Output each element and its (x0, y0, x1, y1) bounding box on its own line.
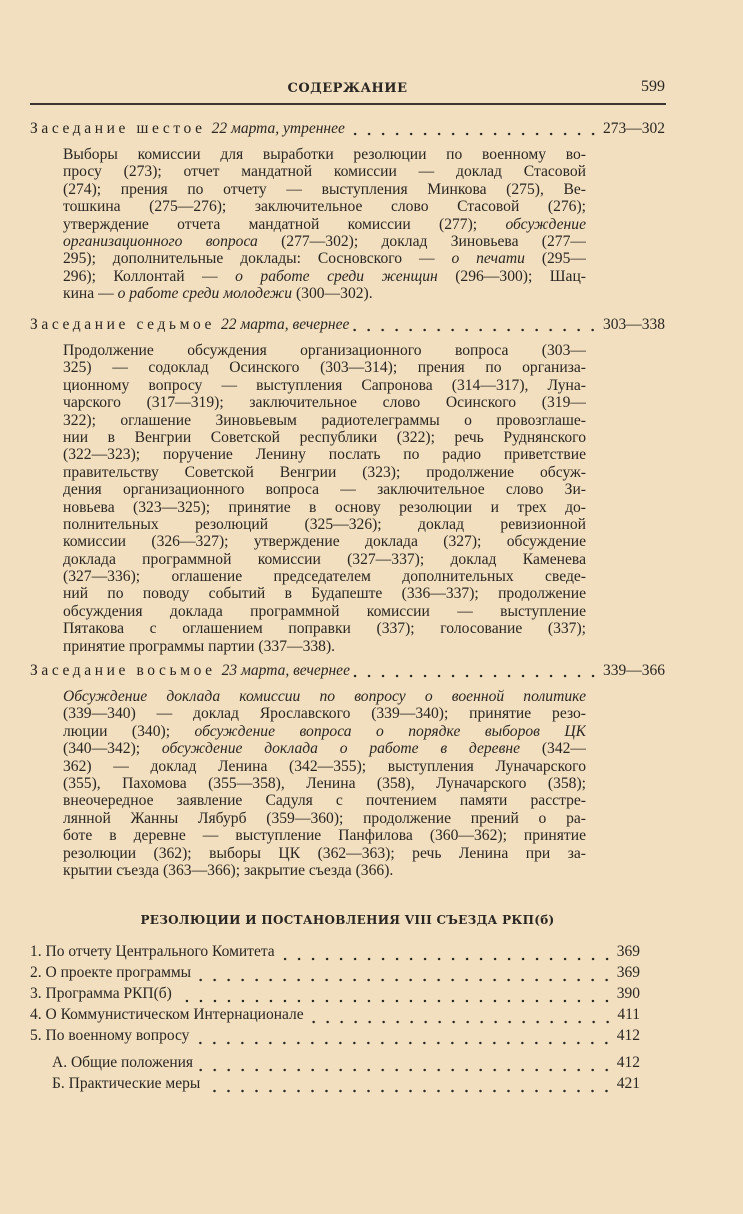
summary-line (63, 705, 586, 722)
text-segment: принятие программы партии (337—338). (63, 637, 336, 655)
resolution-item (30, 1075, 640, 1096)
resolution-label: 5. По военному вопросу (30, 1027, 190, 1044)
summary-line (63, 810, 586, 827)
text-segment: резолюции (362); выборы ЦК (362—363); речь Ленина при за- (63, 844, 586, 862)
text-segment: новьева (323—325); принятие в основу резолюции и трех до- (63, 498, 586, 516)
resolution-item (30, 1027, 640, 1048)
summary-line (63, 250, 586, 267)
text-segment: ционному вопросу — выступления Сапронова (314—317), Луна- (63, 376, 586, 394)
session-date: 22 марта, вечернее (221, 316, 350, 333)
page-number: 599 (641, 78, 665, 95)
summary-line (63, 638, 586, 655)
summary-line (63, 268, 586, 285)
session-summary (63, 688, 586, 879)
summary-line (63, 603, 586, 620)
text-segment: утверждение отчета мандатной комиссии (277); (63, 215, 506, 233)
summary-line (63, 758, 586, 775)
session-summary (63, 146, 586, 303)
dot-leader (196, 1068, 614, 1072)
resolution-label: 2. О проекте программы (30, 964, 192, 981)
summary-line (63, 342, 586, 359)
italic-topic: о работе среди молодежи (117, 285, 293, 303)
summary-line (63, 233, 586, 250)
text-segment: нии в Венгрии Советской республики (322); речь Руднянского (63, 428, 586, 446)
resolution-page: 421 (616, 1075, 640, 1092)
text-segment: (342— (520, 740, 586, 758)
resolution-page: 369 (616, 943, 640, 960)
summary-line (63, 499, 586, 516)
summary-line (63, 446, 586, 463)
summary-line (63, 359, 586, 376)
session-heading (30, 120, 665, 138)
resolution-label: 4. О Коммунистическом Интернационале (30, 1006, 304, 1023)
text-segment: Продолжение обсуждения организационного вопроса (303— (63, 342, 586, 359)
summary-line (63, 481, 586, 498)
text-segment: 362) — доклад Ленина (342—355); выступления Луначарского (63, 757, 586, 775)
session-summary (63, 342, 586, 655)
resolution-item (30, 1006, 640, 1027)
session-name: Заседание восьмое (30, 662, 216, 679)
summary-line (63, 620, 586, 637)
text-segment: Пятакова с оглашением поправки (337); голосование (337); (63, 620, 586, 638)
text-segment: (327—336); оглашение председателем дополнительных сведе- (63, 568, 586, 586)
summary-line (63, 740, 586, 757)
dot-leader (194, 978, 614, 982)
text-segment: тошкина (275—276); заключительное слово Стасовой (276); (63, 198, 586, 216)
summary-line (63, 775, 586, 792)
dot-leader (353, 674, 600, 678)
summary-line (63, 688, 586, 705)
text-segment: внеочередное заявление Садуля с почтением памяти расстре- (63, 792, 586, 810)
summary-line (63, 533, 586, 550)
text-segment: комиссии (326—327); утверждение доклада (327); обсуждение (63, 533, 586, 551)
summary-line (63, 845, 586, 862)
text-segment: (274); прения по отчету — выступления Минкова (275), Ве- (63, 180, 586, 198)
text-segment: боте в деревне — выступление Панфилова (360—362); принятие (63, 827, 586, 845)
running-header (30, 78, 665, 98)
text-segment: ний по поводу событий в Будапеште (336—337); продолжение (63, 585, 586, 603)
header-title: СОДЕРЖАНИЕ (287, 81, 408, 96)
summary-line (63, 181, 586, 198)
dot-leader (307, 1020, 615, 1024)
text-segment: (339—340) — доклад Ярославского (339—340); принятие резо- (63, 705, 586, 723)
resolution-item (30, 964, 640, 985)
resolution-item (30, 1054, 640, 1075)
summary-line (63, 862, 586, 879)
summary-line (63, 198, 586, 215)
resolution-label: А. Общие положения (52, 1054, 194, 1071)
resolution-label: 1. По отчету Центрального Комитета (30, 943, 275, 960)
text-segment: (277—302); доклад Зиновьева (277— (257, 232, 586, 250)
session-pages: 273—302 (603, 120, 665, 137)
session-pages: 303—338 (603, 316, 665, 333)
session-pages: 339—366 (603, 662, 665, 679)
italic-topic: организационного вопроса (63, 232, 258, 250)
summary-line (63, 377, 586, 394)
text-segment: (300—302). (292, 285, 373, 303)
text-segment: дения организационного вопроса — заключительное слово Зи- (63, 481, 586, 499)
dot-leader (278, 957, 614, 961)
dot-leader (203, 1089, 614, 1093)
summary-line (63, 792, 586, 809)
text-segment: (295— (524, 250, 586, 268)
dot-leader (352, 328, 600, 332)
text-segment: просу (273); отчет мандатной комиссии — доклад Стасовой (63, 163, 586, 181)
text-segment: (322—323); поручение Ленину послать по радио приветствие (63, 446, 586, 464)
dot-leader (348, 132, 600, 136)
session-date: 23 марта, вечернее (221, 662, 350, 679)
resolution-page: 411 (617, 1006, 640, 1023)
dot-leader (175, 999, 614, 1003)
resolutions-list (30, 943, 640, 1096)
summary-line (63, 464, 586, 481)
resolution-page: 412 (616, 1054, 640, 1071)
text-segment: (340—342); (63, 740, 162, 758)
text-segment: (296—300); Шац- (437, 267, 586, 285)
resolution-item (30, 943, 640, 964)
text-segment: обсуждения доклада программной комиссии — выступление (63, 602, 586, 620)
resolution-item (30, 985, 640, 1006)
resolutions-title: РЕЗОЛЮЦИИ И ПОСТАНОВЛЕНИЯ VIII СЪЕЗДА РКП(б) (140, 913, 555, 927)
resolution-label: Б. Практические меры (52, 1075, 201, 1092)
summary-line (63, 216, 586, 233)
text-segment: крытии съезда (363—366); закрытие съезда (366). (63, 861, 394, 879)
summary-line (63, 285, 586, 302)
italic-topic: обсуждение вопроса о порядке выборов ЦК (194, 722, 586, 740)
italic-topic: обсуждение (505, 215, 586, 233)
text-segment: 325) — содоклад Осинского (303—314); прения по организа- (63, 359, 586, 377)
summary-line (63, 516, 586, 533)
resolution-page: 369 (616, 964, 640, 981)
text-segment: 295); дополнительные доклады: Сосновского — (63, 250, 452, 268)
text-segment: (355), Пахомова (355—358), Ленина (358), Луначарского (358); (63, 774, 586, 792)
session-name: Заседание седьмое (30, 316, 216, 333)
resolution-label: 3. Программа РКП(б) (30, 985, 172, 1002)
dot-leader (192, 1041, 613, 1045)
text-segment: 296); Коллонтай — (63, 267, 236, 285)
summary-line (63, 723, 586, 740)
text-segment: чарского (317—319); заключительное слово Осинского (319— (63, 394, 586, 412)
text-segment: полнительных резолюций (325—326); доклад ревизионной (63, 515, 586, 533)
summary-line (63, 551, 586, 568)
text-segment: люции (340); (63, 722, 195, 740)
summary-line (63, 585, 586, 602)
text-segment: Выборы комиссии для выработки резолюции по военному во- (63, 146, 586, 163)
text-segment: правительству Советской Венгрии (323); продолжение обсуж- (63, 463, 586, 481)
summary-line (63, 412, 586, 429)
italic-topic: обсуждение доклада о работе в деревне (161, 740, 521, 758)
session-heading (30, 662, 665, 680)
summary-line (63, 163, 586, 180)
text-segment: лянной Жанны Лябурб (359—360); продолжение прений о ра- (63, 809, 586, 827)
resolution-page: 390 (616, 985, 640, 1002)
session-name: Заседание шестое (30, 120, 206, 137)
summary-line (63, 568, 586, 585)
italic-topic: о работе среди женщин (235, 267, 438, 285)
resolution-page: 412 (616, 1027, 640, 1044)
text-segment: доклада программной комиссии (327—337); доклад Каменева (63, 550, 586, 568)
session-heading (30, 316, 665, 334)
summary-line (63, 394, 586, 411)
header-rule (30, 103, 666, 105)
session-date: 22 марта, утреннее (211, 120, 345, 137)
summary-line (63, 429, 586, 446)
text-segment: 322); оглашение Зиновьевым радиотелеграммы о провозглаше- (63, 411, 586, 429)
italic-topic: Обсуждение доклада комиссии по вопросу о военной политике (63, 688, 586, 705)
text-segment: кина — (63, 285, 118, 303)
summary-line (63, 146, 586, 163)
summary-line (63, 827, 586, 844)
italic-topic: о печати (451, 250, 525, 268)
